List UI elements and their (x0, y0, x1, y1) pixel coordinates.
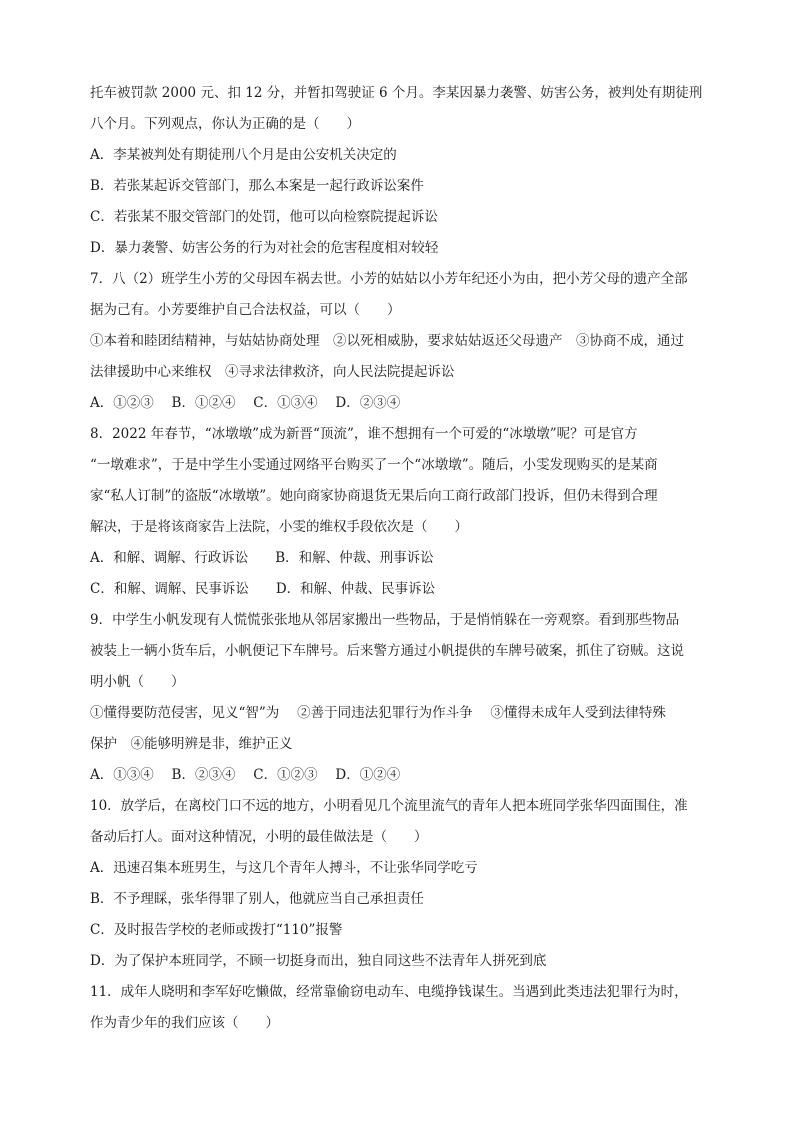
answer-option: D．暴力袭警、妨害公务的行为对社会的危害程度相对较轻 (90, 240, 439, 256)
statement-list: 法律援助中心来维权 ④寻求法律救济，向人民法院提起诉讼 (90, 364, 455, 380)
text-line: 被装上一辆小货车后，小帆便记下车牌号。后来警方通过小帆提供的车牌号破案，抓住了窃贼。这说 (90, 643, 684, 659)
answer-options: A．和解、调解、行政诉讼 B．和解、仲裁、刑事诉讼 (90, 550, 434, 566)
question-10: 10．放学后，在离校门口不远的地方，小明看见几个流里流气的青年人把本班同学张华四面围住，准 (90, 798, 688, 814)
text-line: 家“私人订制”的盗版“冰墩墩”。她向商家协商退货无果后向工商行政部门投诉，但仍未得到合理 (90, 488, 658, 504)
statement-list: 保护 ④能够明辨是非，维护正义 (90, 736, 293, 752)
question-9: 9．中学生小帆发现有人慌慌张张地从邻居家搬出一些物品，于是悄悄躲在一旁观察。看到那些物品 (90, 612, 680, 628)
question-11: 11．成年人晓明和李军好吃懒做，经常靠偷窃电动车、电缆挣钱谋生。当遇到此类违法犯罪行为时， (90, 984, 688, 1000)
answer-option: B．若张某起诉交管部门，那么本案是一起行政诉讼案件 (90, 178, 424, 194)
statement-list: ①本着和睦团结精神，与姑姑协商处理 ②以死相威胁，要求姑姑返还父母遗产 ③协商不成，通过 (90, 333, 684, 349)
text-line: 解决，于是将该商家告上法院，小雯的维权手段依次是（ ） (90, 519, 468, 535)
text-line: 托车被罚款 2000 元、扣 12 分，并暂扣驾驶证 6 个月。李某因暴力袭警、妨害公务，被判处有期徒刑 (90, 85, 703, 101)
text-line: 明小帆（ ） (90, 674, 185, 690)
text-line: 作为青少年的我们应该（ ） (90, 1015, 279, 1031)
answer-option: A．李某被判处有期徒刑八个月是由公安机关决定的 (90, 147, 397, 163)
text-line: 八个月。下列观点，你认为正确的是（ ） (90, 116, 360, 132)
text-line: 备动后打人。面对这种情况，小明的最佳做法是（ ） (90, 829, 428, 845)
text-line: “一墩难求”，于是中学生小雯通过网络平台购买了一个“冰墩墩”。随后，小雯发现购买的是某商 (90, 457, 658, 473)
answer-option: A．迅速召集本班男生，与这几个青年人搏斗，不让张华同学吃亏 (90, 860, 478, 876)
answer-options: A．①②③ B．①②④ C．①③④ D．②③④ (90, 395, 401, 411)
answer-option: D．为了保护本班同学，不顾一切挺身而出，独自同这些不法青年人拼死到底 (90, 953, 547, 969)
answer-option: B．不予理睬，张华得罪了别人，他就应当自己承担责任 (90, 891, 424, 907)
question-8: 8．2022 年春节，“冰墩墩”成为新晋“顶流”，谁不想拥有一个可爱的“冰墩墩”呢？可是官方 (90, 426, 638, 442)
answer-option: C．及时报告学校的老师或拨打“110”报警 (90, 922, 343, 938)
statement-list: ①懂得要防范侵害，见义“智”为 ②善于同违法犯罪行为作斗争 ③懂得未成年人受到法律特殊 (90, 705, 666, 721)
answer-option: C．若张某不服交管部门的处罚，他可以向检察院提起诉讼 (90, 209, 438, 225)
answer-options: A．①③④ B．②③④ C．①②③ D．①②④ (90, 767, 401, 783)
answer-options: C．和解、调解、民事诉讼 D．和解、仲裁、民事诉讼 (90, 581, 436, 597)
question-7: 7．八（2）班学生小芳的父母因车祸去世。小芳的姑姑以小芳年纪还小为由，把小芳父母的遗产全部 (90, 271, 688, 287)
document-body (90, 78, 714, 1039)
text-line: 据为己有。小芳要维护自己合法权益，可以（ ） (90, 302, 401, 318)
